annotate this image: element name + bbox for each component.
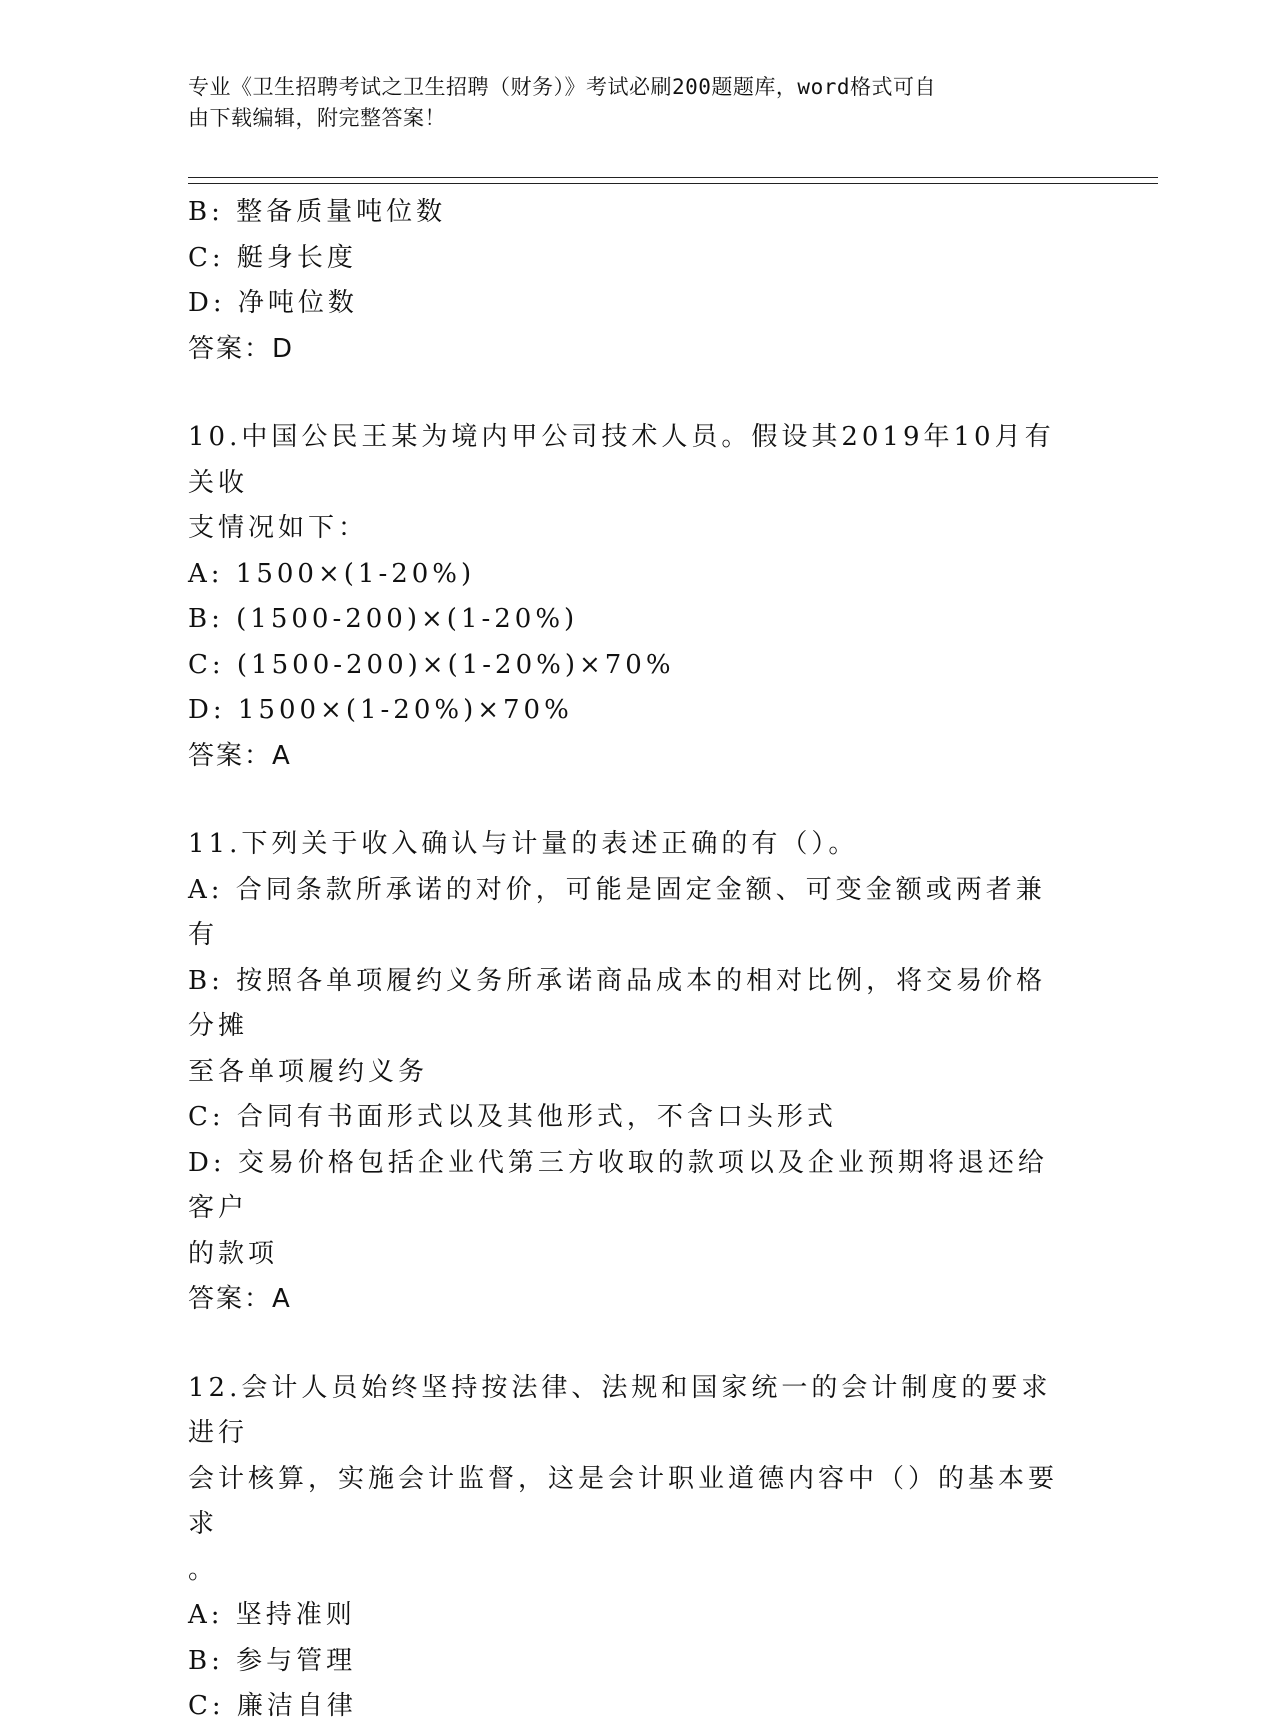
header-line-1: 专业《卫生招聘考试之卫生招聘（财务）》考试必刷200题题库，word格式可自 [188, 75, 936, 99]
spacer [188, 372, 1073, 415]
document-header [188, 72, 1068, 134]
q10-option-a: A: 1500×(1-20%) [188, 558, 476, 589]
q11-option-d-line-1: D: 交易价格包括企业代第三方收取的款项以及企业预期将退还给客户 [188, 1147, 1048, 1223]
q10-stem-line-2: 支情况如下： [188, 513, 369, 543]
q12-stem-line-2: 会计核算，实施会计监督，这是会计职业道德内容中（）的基本要求 [188, 1463, 1059, 1539]
header-line-2: 由下载编辑，附完整答案！ [188, 106, 446, 130]
q11-option-c: C: 合同有书面形式以及其他形式，不含口头形式 [188, 1102, 837, 1132]
q9-option-b: B: 整备质量吨位数 [188, 197, 447, 227]
q10-stem-line-1: 10.中国公民王某为境内甲公司技术人员。假设其2019年10月有关收 [188, 422, 1055, 498]
q11-option-b-line-2: 至各单项履约义务 [188, 1056, 429, 1087]
document-body [188, 190, 1073, 1730]
question-11 [188, 822, 1073, 1323]
q12-stem-line-1: 12.会计人员始终坚持按法律、法规和国家统一的会计制度的要求进行 [188, 1372, 1052, 1448]
q9-option-c: C: 艇身长度 [188, 242, 357, 273]
question-10 [188, 415, 1073, 779]
q12-option-c: C: 廉洁自律 [188, 1691, 357, 1721]
q12-stem-line-3: 。 [188, 1554, 219, 1585]
q10-option-d: D: 1500×(1-20%)×70% [188, 695, 573, 725]
question-12 [188, 1366, 1073, 1730]
q11-answer: 答案：A [188, 1284, 292, 1314]
q10-answer: 答案：A [188, 740, 292, 771]
spacer [188, 1323, 1073, 1366]
q11-option-b-line-1: B: 按照各单项履约义务所承诺商品成本的相对比例，将交易价格分摊 [188, 965, 1047, 1041]
spacer [188, 779, 1073, 822]
q11-option-d-line-2: 的款项 [188, 1238, 279, 1269]
q9-answer: 答案：D [188, 333, 295, 364]
q9-option-d: D: 净吨位数 [188, 288, 358, 318]
question-9 [188, 190, 1073, 372]
q10-option-b: B: (1500-200)×(1-20%) [188, 604, 579, 634]
q12-option-b: B: 参与管理 [188, 1645, 357, 1676]
q12-option-a: A: 坚持准则 [188, 1600, 356, 1630]
q11-option-a: A: 合同条款所承诺的对价，可能是固定金额、可变金额或两者兼有 [188, 874, 1046, 950]
header-rule-bottom [188, 183, 1158, 184]
q10-option-c: C: (1500-200)×(1-20%)×70% [188, 649, 675, 680]
q11-stem: 11.下列关于收入确认与计量的表述正确的有（）。 [188, 829, 859, 859]
header-rule-top [188, 177, 1158, 178]
